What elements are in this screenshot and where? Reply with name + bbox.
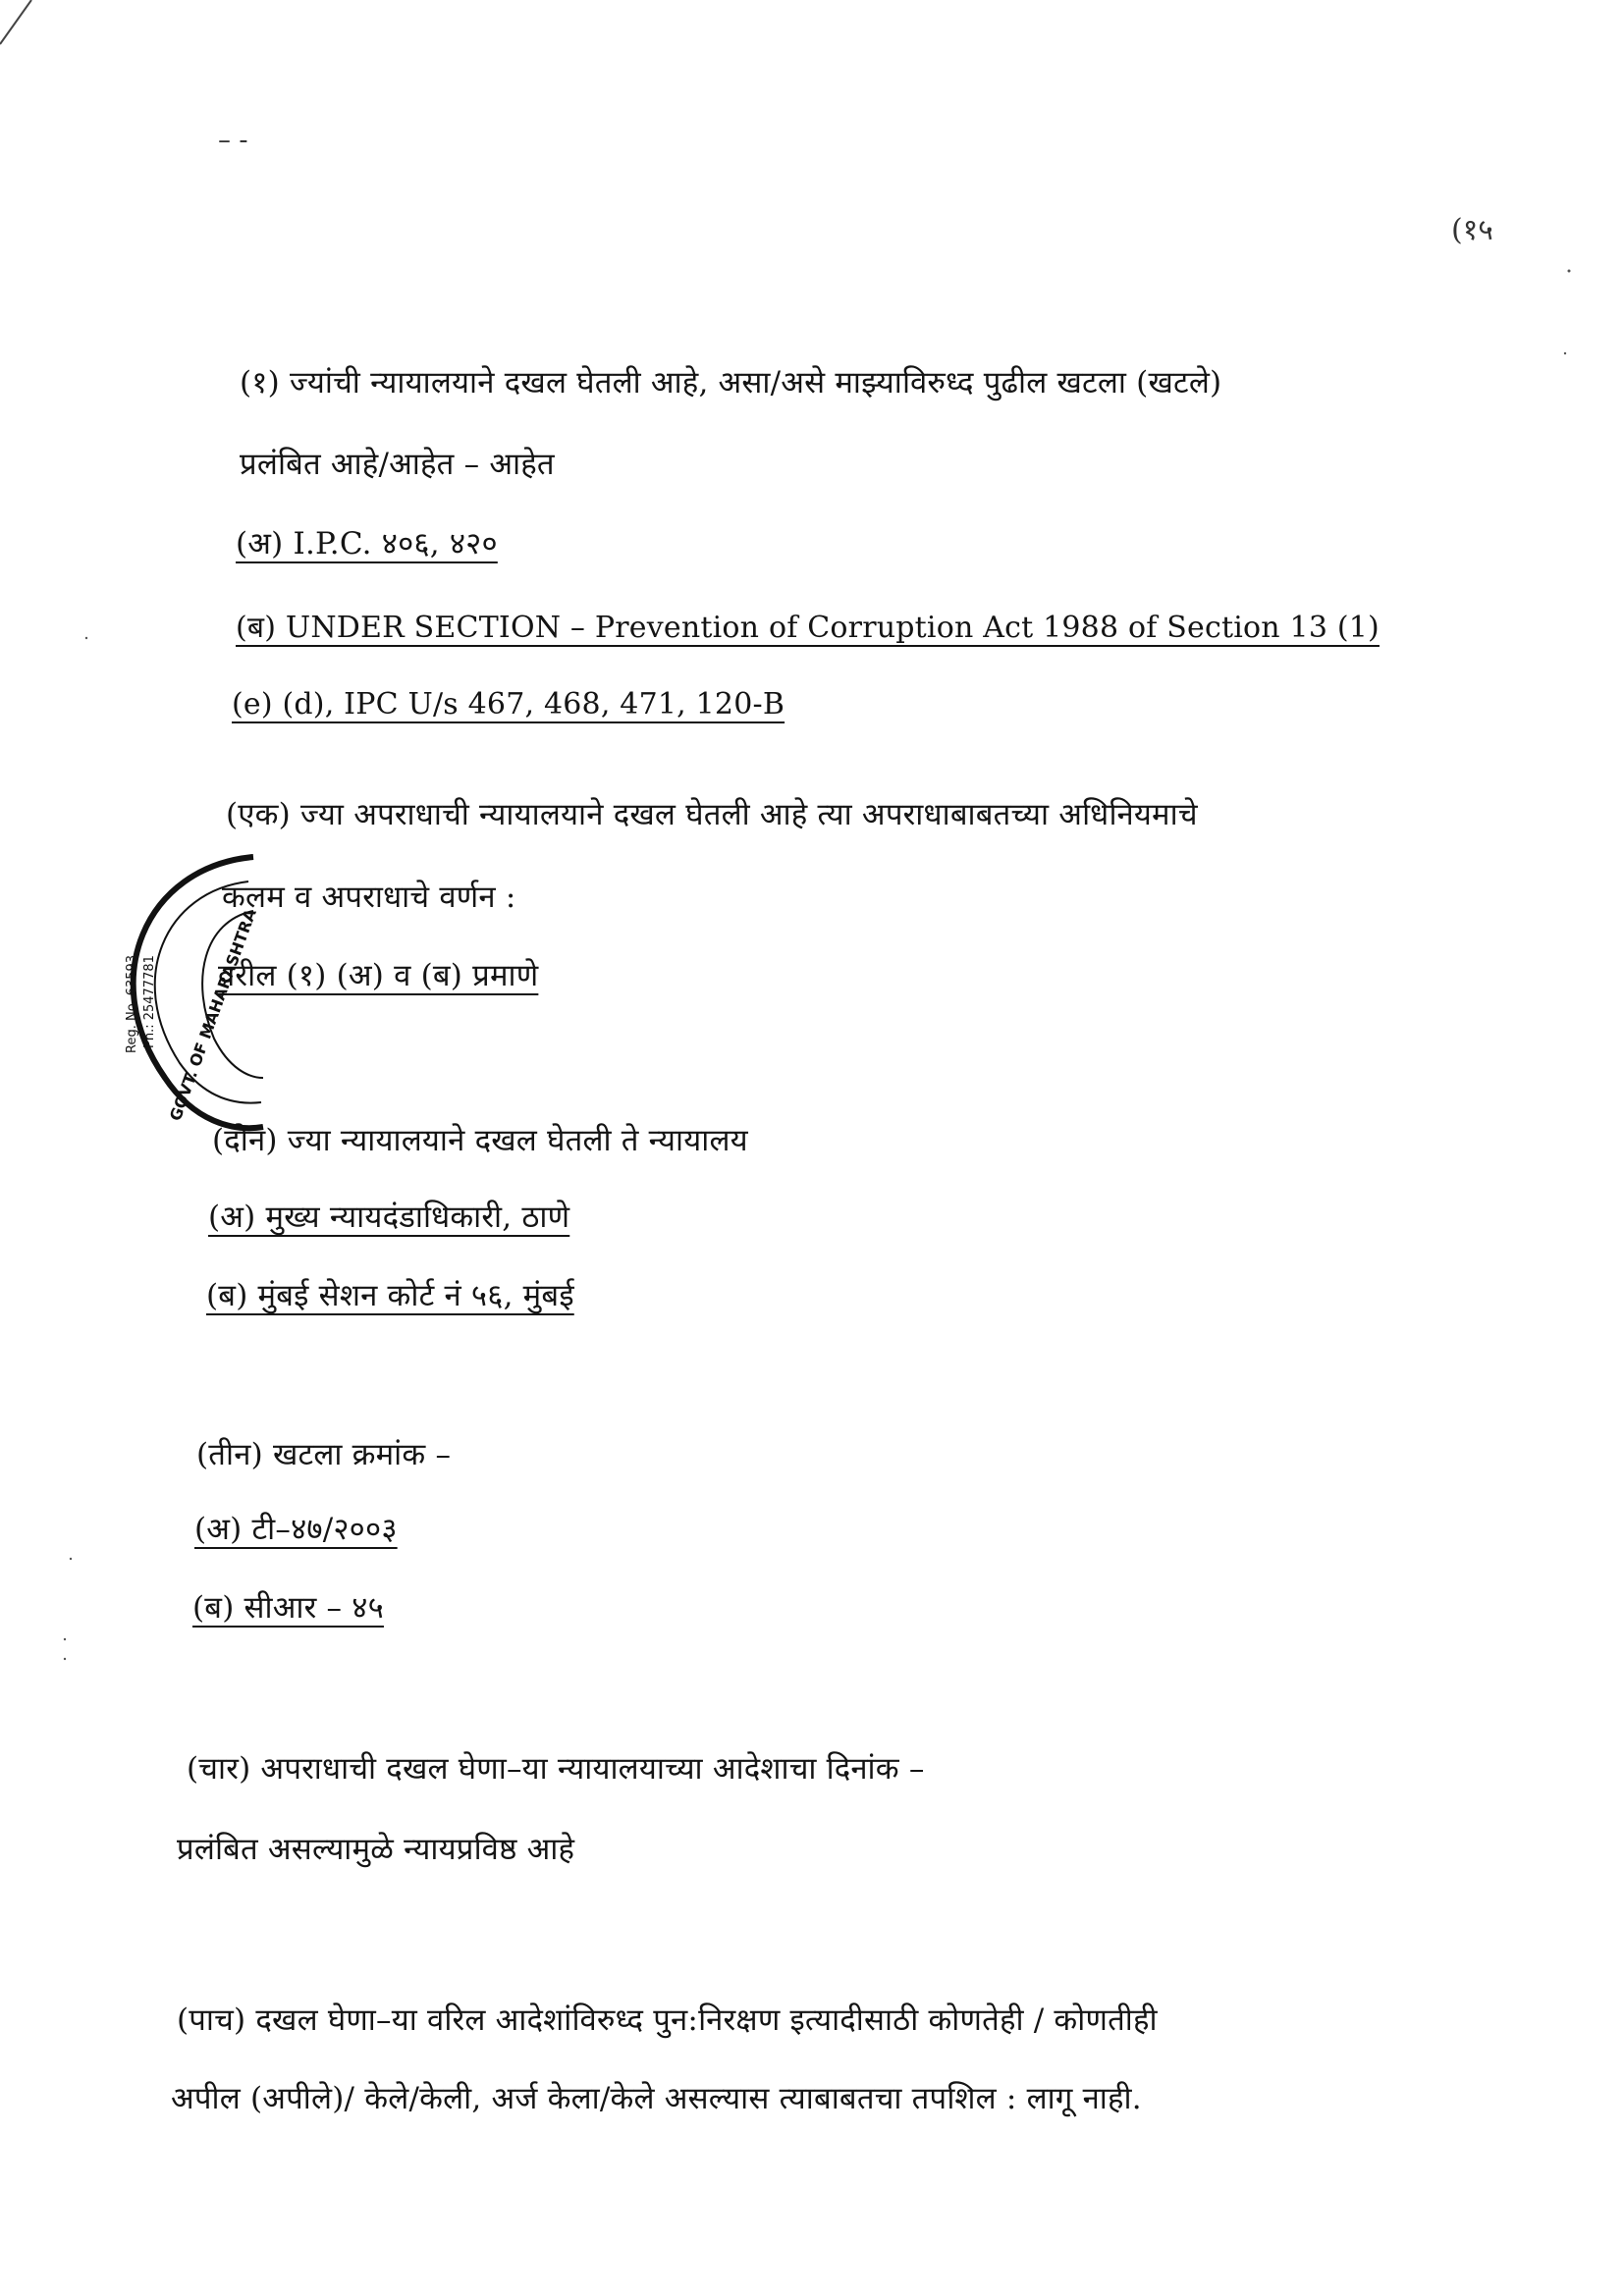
section-ek-line1: (एक) ज्या अपराधाची न्यायालयाने दखल घेतली आहे त्या अपराधाबाबतच्या अधिनियमाचे xyxy=(226,797,1198,832)
section-char-line1: (चार) अपराधाची दखल घेणा–या न्यायालयाच्या आदेशाचा दिनांक – xyxy=(187,1751,925,1787)
section1-item-a: (अ) I.P.C. ४०६, ४२० xyxy=(236,526,498,561)
seal-reg-number: Reg. No. 63593 xyxy=(125,954,139,1053)
margin-dash: – - xyxy=(218,126,248,155)
section1-item-b-line1: (ब) UNDER SECTION – Prevention of Corruption Act 1988 of Section 13 (1) xyxy=(236,611,1380,645)
section-ek-line2: कलम व अपराधाचे वर्णन : xyxy=(222,880,516,915)
seal-arc-text: GOVT. OF MAHARASHTRA xyxy=(165,906,260,1124)
section-pach-line2: अपील (अपीले)/ केले/केली, अर्ज केला/केले असल्यास त्याबाबतचा तपशिल : लागू नाही. xyxy=(171,2081,1142,2116)
section-ek-line3: वरील (१) (अ) व (ब) प्रमाणे xyxy=(218,958,539,993)
section-char-line2: प्रलंबित असल्यामुळे न्यायप्रविष्ठ आहे xyxy=(177,1832,575,1867)
section-teen-item-b: (ब) सीआर – ४५ xyxy=(192,1590,384,1626)
section-don-item-b: (ब) मुंबई सेशन कोर्ट नं ५६, मुंबई xyxy=(206,1278,574,1313)
seal-phone: Ph.: 25477781 xyxy=(142,955,157,1048)
section-don-line1: (दोन) ज्या न्यायालयाने दखल घेतली ते न्यायालय xyxy=(212,1123,748,1158)
section-teen-item-a: (अ) टी–४७/२००३ xyxy=(194,1512,398,1547)
page-number: (१५ xyxy=(1451,213,1493,247)
section-don-item-a: (अ) मुख्य न्यायदंडाधिकारी, ठाणे xyxy=(208,1200,570,1235)
section-pach-line1: (पाच) दखल घेणा–या वरिल आदेशांविरुध्द पुन:निरक्षण इत्यादीसाठी कोणतेही / कोणतीही xyxy=(177,2002,1158,2038)
section1-line1: (१) ज्यांची न्यायालयाने दखल घेतली आहे, असा/असे माझ्याविरुध्द पुढील खटला (खटले) xyxy=(240,365,1222,400)
section1-line2: प्रलंबित आहे/आहेत – आहेत xyxy=(240,447,555,482)
section1-item-b-line2: (e) (d), IPC U/s 467, 468, 471, 120-B xyxy=(232,687,785,721)
notary-seal xyxy=(106,852,268,1137)
section-teen-line1: (तीन) खटला क्रमांक – xyxy=(196,1437,452,1472)
